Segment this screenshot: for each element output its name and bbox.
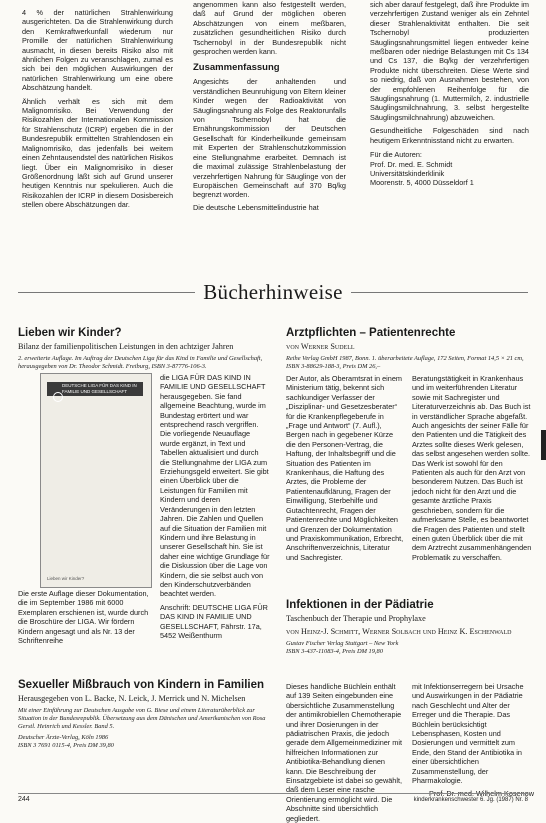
book-review-4-header: [286, 598, 532, 656]
section-title: [0, 280, 546, 305]
page-edge-mark: [541, 430, 546, 460]
book-title: Arztpflichten – Patientenrechte: [286, 327, 456, 339]
book-title: Infektionen in der Pädiatrie: [286, 599, 434, 611]
book-isbn: ISBN 3 7691 0115-4, Preis DM 39,80: [18, 742, 114, 749]
book-title: Lieben wir Kinder?: [18, 327, 122, 339]
article-column-1: [22, 8, 173, 210]
paragraph: sich aber darauf festgelegt, daß ihre Produkte im verzehrfertigen Zustand weniger als ein Zehntel dieser Strahlenaktivität enthalten. Die seit Tschernobyl produzierten Säuglingsnahrungsmittel liegen entweder keine meßbaren oder niedrige Belastungen mit Cs 134 und Cs 137, die Bq/kg der verzehrfertigen Produkte nicht überschreiten. Diese Werte sind so niedrig, daß von Ausnahmen bestehen, von der empfohlenen Reihenfolge für die Säuglingsnahrung (1. Muttermilch, 2. industrielle Säuglingsmilchnahrung, 3. selbst hergestellte Säuglingsmilchnahrung) abzuweichen.: [370, 0, 529, 122]
article-column-2: [193, 0, 346, 212]
paragraph: Dieses handliche Büchlein enthält auf 139 Seiten eingebunden eine übersichtliche Zusammenstellung der antimikrobiellen Chemotherapie und ihrer Dosierungen in der pädiatrischen Praxis, die jedoch gerade dem Allgemeinmediziner mit hilfreichen Informationen zur Antibiotika-Behandlung dienen kann. Die Beschreibung der Einsatzgebiete ist dabei so gewählt, daß dem Leser eine rasche Orientierung ermöglicht wird. Die Abschnitte sind übersichtlich gegliedert.: [286, 682, 403, 823]
address-label: Für die Autoren:: [370, 150, 422, 160]
book-review-4-text-left: [286, 682, 404, 823]
book-review-1-text: [160, 373, 270, 640]
reviewer: Prof. Dr. med. Wilhelm Kosenow: [428, 789, 534, 799]
author-address: [370, 150, 529, 188]
paragraph: angenommen kann also festgestellt werden, daß auf Grund der möglichen oberen Abschätzungen von einem meßbaren, zusätzlichen gesundheitlichen Risiko durch Tschernobyl in der Bundesrepublik nicht gesprochen werden kann.: [193, 0, 346, 57]
book-review-4-text-right: [412, 682, 534, 799]
book-meta: Mit einer Einführung zur Deutschen Ausgabe von G. Biese und einem Literaturüberblick zur Situation in der Bundesrepublik. Übersetzung aus dem Dänischen und Amerikanischen von Rosa Gerstl. Heinrich und Kessler. Band 5.: [18, 707, 266, 730]
address-name: Prof. Dr. med. E. Schmidt: [370, 159, 453, 169]
paragraph: Der Autor, als Oberamtsrat in einem Ministerium tätig, bekennt sich sachkundiger Verfasser der „Disziplinar- und Gesetzesberater“ für die Krankenpflegeberufe in „Frage und Antwort“ (7. Aufl.), Bergen nach in gegebener Kürze die den Personen-Vertrag, die Haftung, der Inhaltsbegriff und die Situation des Patienten im Krankenhaus, die Haftung des Arztes, die Probleme der Patientenaufklärung, Fragen der Einwilligung, Sterbehilfe und Gutachtenrecht, Fragen der Patientenrechte und Möglichkeiten und Grenzen der Dokumentation und Praxiskommunikation, Erbrecht, Anschriftenverzeichnis, Literatur und Sachregister.: [286, 374, 404, 562]
article-column-3: [370, 0, 529, 188]
paragraph: die LIGA FÜR DAS KIND IN FAMILIE UND GESELLSCHAFT herausgegeben. Sie fand allgemeine Beachtung, wurde im Bundestag erörtert und war entsprechend rasch vergriffen. Die vorliegende Neuauflage wurde ergänzt, in Text und Tabellen aktualisiert und durch die Stellungnahme der LIGA zum Erziehungsgeld erweitert. Sie gibt einen Überblick über die Leistungen für Familien mit Kindern und deren Veränderungen in den letzten Jahren. Die Zahlen und Quellen auf die Situation der Familien mit Kindern und ihre Belastung in unserer Gesellschaft hin. Sie ist daher eine wichtige Grundlage für die Diskussion über die Lage von Kindern, die sie selbst auch von den Kinderschutzverbänden beachtet werden.: [160, 373, 270, 599]
book-publisher: Deutscher Ärzte-Verlag, Köln 1986: [18, 734, 109, 741]
paragraph: Die deutsche Lebensmittelindustrie hat: [193, 202, 319, 212]
book-authors: von Heinz-J. Schmitt, Werner Solbach und Heinz K. Eschenwald: [286, 627, 512, 636]
book-meta: 2. erweiterte Auflage. Im Auftrag der Deutschen Liga für das Kind in Familie und Gesellschaft, herausgegeben von Dr. Theodor Schmidt. Freiburg, ISBN 3-87776-106-3.: [18, 355, 263, 370]
paragraph: Ähnlich verhält es sich mit dem Malignomrisiko. Bei Verwendung der Risikozahlen der Internationalen Kommission für Strahlenschutz (ICRP) ergeben die in der Bundesrepublik ermittelten Strahlendosen ein Malignomrisiko, das jedenfalls bei weitem einen Zehntausendstel des natürlichen Risikos liegt. Über ein Malignomrisiko in dieser Größenordnung läßt sich auf Grund unserer heutigen Kenntnis nur spekulieren. Auch die Risikozahlen der ICRP in diesem Dosisbereich stellen obere Abschätzungen dar.: [22, 96, 173, 210]
book-review-2: [18, 678, 273, 750]
section-title-text: Bücherhinweise: [195, 280, 351, 304]
cover-caption: Lieben wir Kinder?: [47, 576, 85, 581]
book-publisher: Gustav Fischer Verlag Stuttgart – New York: [286, 640, 399, 647]
book-cover-image: [40, 373, 152, 588]
paragraph: Beratungstätigkeit in Krankenhaus und im weiterführenden Literatur sowie mit Sachregister und Literaturverzeichnis ab. Das Buch ist in verständlicher Sprache abgefaßt. Auch angesichts der seiner Fälle für den Patienten und die Tätigkeit des Arztes sollte dieses Werk gelesen, das selbst angesehen werden sollte. Das Werk ist sowohl für den Patienten als auch für den Arzt von besonderem Nutzen. Das Buch ist jedoch nicht für den Arzt und die gesamte ärztliche Praxis geschrieben, sondern für die aufmerksame Stelle, es beantwortet die Fragen des Patienten und stellt einen guten Überblick über die mit dem Arztrecht zusammenhängenden Problematik zu verschaffen.: [412, 374, 532, 562]
paragraph: Die erste Auflage dieser Dokumentation, die im September 1986 mit 6000 Exemplaren erschienen ist, wurde durch die Broschüre der LIGA. Wir fördern Kindern angesagt und als Nr. 13 der Schriftenreihe: [18, 589, 149, 646]
journal-footer: kinderkrankenschwester 6. Jg. (1987) Nr. 8: [413, 797, 528, 803]
address-institution: Universitätskinderklinik: [370, 168, 445, 178]
page-number: 244: [18, 796, 30, 803]
cover-band-text: DEUTSCHE LIGA FÜR DAS KIND IN FAMILIE UND GESELLSCHAFT: [62, 383, 137, 394]
book-review-1-header: [18, 326, 273, 371]
book-title: Sexueller Mißbrauch von Kindern in Familien: [18, 679, 265, 691]
paragraph: Gesundheitliche Folgeschäden sind nach heutigem Erkenntnisstand nicht zu erwarten.: [370, 126, 529, 145]
footer-rule: [18, 793, 528, 794]
book-review-3-header: [286, 326, 532, 371]
book-review-3-text-left: [286, 374, 404, 562]
book-author: von Werner Sudell: [286, 342, 355, 351]
book-subtitle: Herausgegeben von L. Backe, N. Leick, J. Merrick und N. Michelsen: [18, 694, 246, 703]
liga-logo-icon: [53, 392, 63, 402]
paragraph: Angesichts der anhaltenden und verständlichen Beunruhigung von Eltern kleiner Kinder wegen der Radioaktivität von Säuglingsnahrung als Folge des Reaktorunfalls von Tschernobyl hat die Ernährungskommission der Deutschen Gesellschaft für Kinderheilkunde gemeinsam mit Experten der Strahlenschutzkommission eine Stellungnahme erarbeitet. Demnach ist die maximal zulässige Strahlenbelastung der verzehrfertigen Nahrung für Säuglinge von der Europäischen Gemeinschaft auf 370 Bq/kg begrenzt worden.: [193, 77, 346, 200]
order-address: Anschrift: DEUTSCHE LIGA FÜR DAS KIND IN FAMILIE UND GESELLSCHAFT, Fährstr. 17a, 5452 Weißenthurm: [160, 602, 268, 640]
book-review-1-bottom: [18, 589, 152, 645]
book-meta: Reihe Verlag GmbH 1987, Bonn. 1. überarbeitete Auflage, 172 Seiten, Format 14,5 × 21 cm, ISBN 3-88629-188-3, Preis DM 26,–: [286, 355, 524, 370]
cover-band: [47, 382, 143, 396]
book-subtitle: Bilanz der familienpolitischen Leistungen in den achtziger Jahren: [18, 342, 234, 351]
book-subtitle: Taschenbuch der Therapie und Prophylaxe: [286, 614, 426, 623]
address-street: Moorenstr. 5, 4000 Düsseldorf 1: [370, 178, 474, 188]
book-isbn: ISBN 3-437-11083-4, Preis DM 19,80: [286, 648, 383, 655]
section-heading: Zusammenfassung: [193, 62, 280, 74]
paragraph: mit Infektionserregern bei Ursache und Auswirkungen in der Pädiatrie nach Geschlecht und Alter der Erreger und die Therapie. Das Büchlein berücksichtigt Lebensphasen, Kosten und Dosierungen und vermittelt zum Ende, den Stand der Antibiotika in einer übersichtlichen Zusammenstellung, der Pharmakologie.: [412, 682, 524, 786]
paragraph: 4 % der natürlichen Strahlenwirkung ausgerichteten. Da die Strahlenwirkung durch den Kernkraftwerkunfall wiederum nur Promille der natürlichen Strahlenwirkung ausmacht, in diesen bereits Risiko also mit ähnlichen Folgen zu veranschlagen, zumal es sich bei den möglichen Auswirkungen der natürlichen Strahlenwirkung um eine obere Abschätzung handelt.: [22, 8, 173, 93]
book-review-3-text-right: [412, 374, 534, 562]
